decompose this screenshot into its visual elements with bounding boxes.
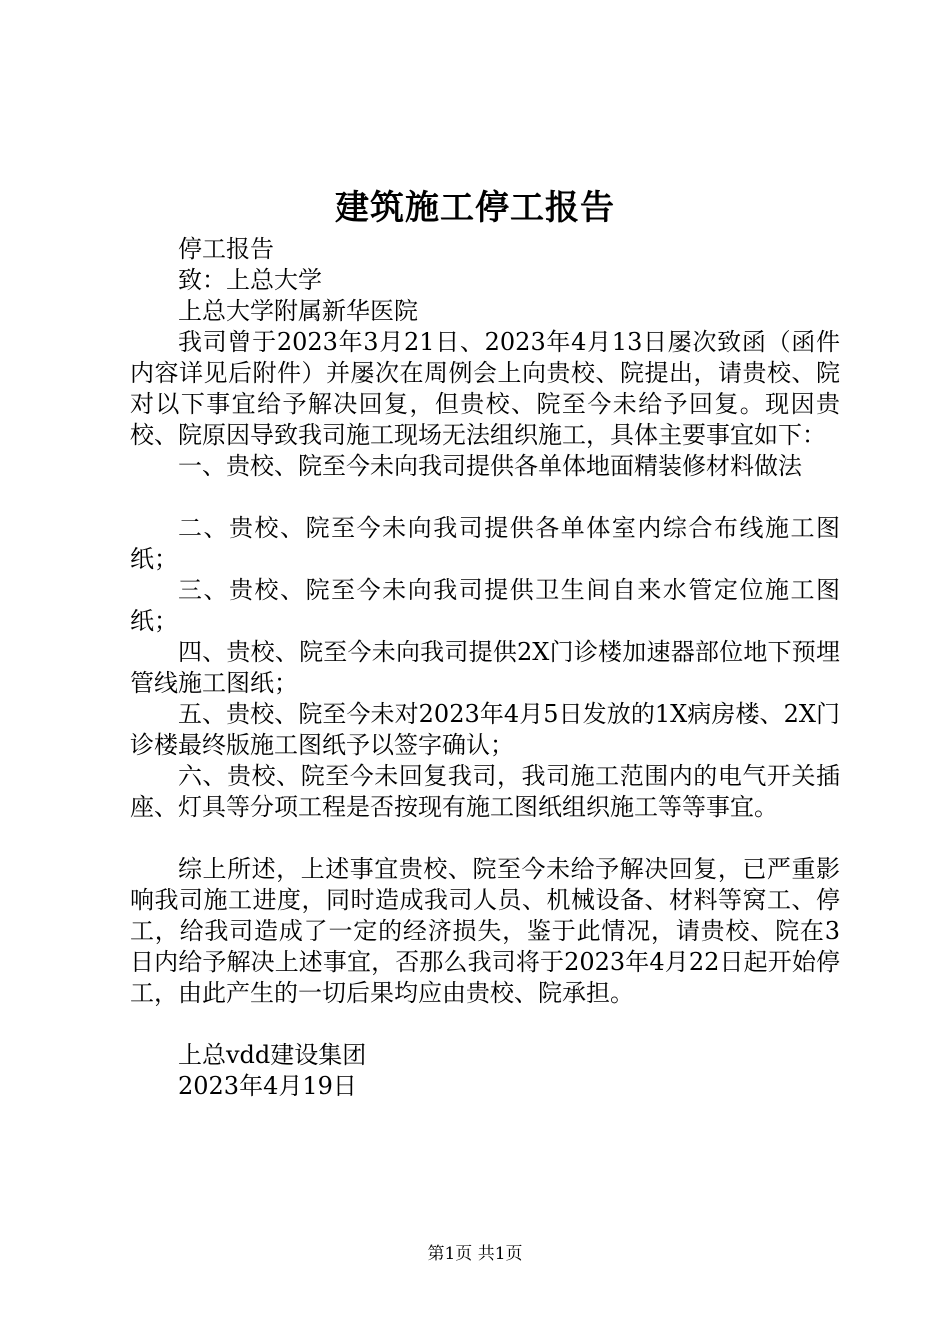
item-1: 一、贵校、院至今未向我司提供各单体地面精装修材料做法	[178, 452, 802, 480]
document-title: 建筑施工停工报告	[335, 188, 615, 228]
date-line: 2023年4月19日	[178, 1072, 357, 1100]
item-5: 五、贵校、院至今未对2023年4月5日发放的1X病房楼、2X门诊楼最终版施工图纸予以签字确认；	[130, 700, 840, 759]
addressee-line-1: 致：上总大学	[178, 266, 322, 294]
document-body	[130, 234, 840, 1102]
intro-paragraph: 我司曾于2023年3月21日、2023年4月13日屡次致函（函件内容详见后附件）并屡次在周例会上向贵校、院提出，请贵校、院对以下事宜给予解决回复，但贵校、院至今未给予回复。现因贵校、院原因导致我司施工现场无法组织施工，具体主要事宜如下：	[130, 328, 840, 449]
item-4: 四、贵校、院至今未向我司提供2X门诊楼加速器部位地下预埋管线施工图纸；	[130, 638, 840, 697]
conclusion-paragraph: 综上所述，上述事宜贵校、院至今未给予解决回复，已严重影响我司施工进度，同时造成我司人员、机械设备、材料等窝工、停工，给我司造成了一定的经济损失，鉴于此情况，请贵校、院在3日内给予解决上述事宜，否那么我司将于2023年4月22日起开始停工，由此产生的一切后果均应由贵校、院承担。	[130, 855, 840, 1007]
item-6: 六、贵校、院至今未回复我司，我司施工范围内的电气开关插座、灯具等分项工程是否按现有施工图纸组织施工等等事宜。	[130, 762, 840, 821]
page-footer: 第1页 共1页	[427, 1244, 523, 1264]
item-3: 三、贵校、院至今未向我司提供卫生间自来水管定位施工图纸；	[130, 576, 840, 635]
signature-line: 上总vdd建设集团	[178, 1041, 367, 1069]
addressee-line-2: 上总大学附属新华医院	[178, 297, 418, 325]
heading-line: 停工报告	[178, 235, 274, 263]
item-2: 二、贵校、院至今未向我司提供各单体室内综合布线施工图纸；	[130, 514, 840, 573]
